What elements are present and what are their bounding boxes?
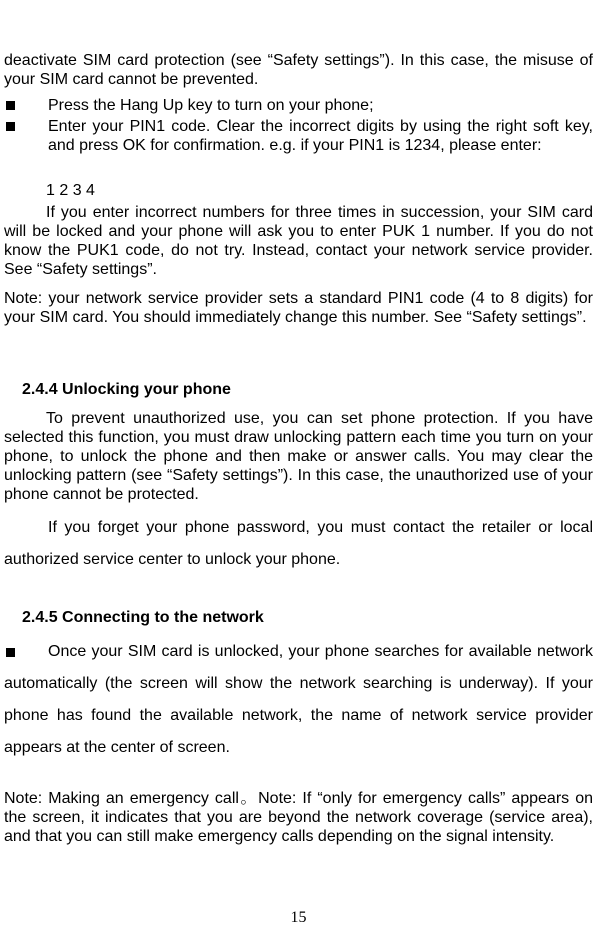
list-item-text: Once your SIM card is unlocked, your phone searches for available network automatically (the screen will show the network searching is underway). If your phone has found the available network, the name of network service provider appears at the center of screen.: [4, 643, 593, 756]
bullet-icon: [6, 122, 15, 131]
page-number: 15: [290, 909, 307, 926]
paragraph-forgot-password: If you forget your phone password, you must contact the retailer or local authorized service center to unlock your phone.: [4, 519, 593, 568]
list-item-text: Press the Hang Up key to turn on your phone;: [48, 97, 374, 114]
paragraph-emergency-note: Note: Making an emergency call。Note: If “only for emergency calls” appears on the screen, it indicates that you are beyond the network coverage (service area), and that you can still make emergency calls depending on the signal intensity.: [4, 790, 593, 845]
paragraph-sim-protection: deactivate SIM card protection (see “Safety settings”). In this case, the misuse of your SIM card cannot be prevented.: [4, 52, 593, 88]
pin-example-digits: 1 2 3 4: [46, 182, 95, 199]
paragraph-pin-note: Note: your network service provider sets a standard PIN1 code (4 to 8 digits) for your SIM card. You should immediately change this number. See “Safety settings”.: [4, 290, 593, 326]
section-heading-network: 2.4.5 Connecting to the network: [22, 609, 264, 626]
bullet-icon: [6, 101, 15, 110]
list-item-text: Enter your PIN1 code. Clear the incorrect digits by using the right soft key, and press OK for confirmation. e.g. if your PIN1 is 1234, please enter:: [48, 118, 593, 154]
section-heading-unlocking: 2.4.4 Unlocking your phone: [22, 381, 231, 398]
paragraph-phone-protection: To prevent unauthorized use, you can set phone protection. If you have selected this function, you must draw unlocking pattern each time you turn on your phone, to unlock the phone and then make or answer calls. You may clear the unlocking pattern (see “Safety settings”). In this case, the unauthorized use of your phone cannot be protected.: [4, 410, 593, 503]
paragraph-puk: If you enter incorrect numbers for three times in succession, your SIM card will be locked and your phone will ask you to enter PUK 1 number. If you do not know the PUK1 code, do not try. Instead, contact your network service provider. See “Safety settings”.: [4, 204, 593, 278]
